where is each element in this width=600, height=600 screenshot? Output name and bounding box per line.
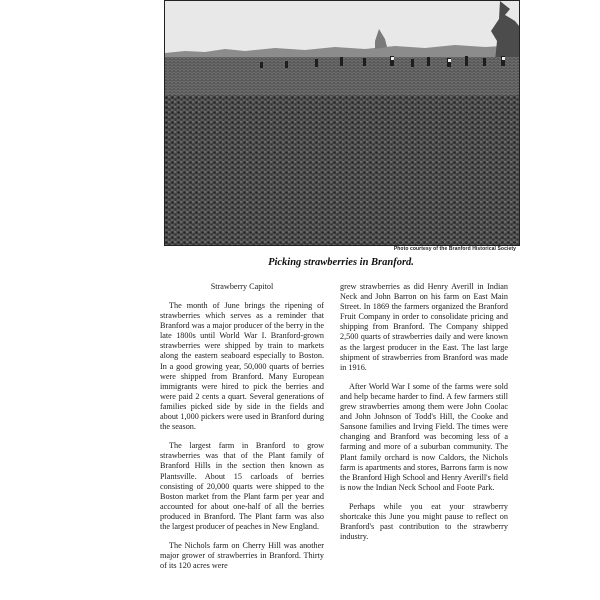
paragraph: After World War I some of the farms were sold and help became harder to find. A few farmers still grew strawberries among them were John Coolac and John Johnson of Todd's Hill, the Cooke and Sansone families and Irving Field. The times were changing and Branford was becoming less of a farming and more of a suburban community. The Plant family orchard is now Caldors, the Nichols farm is apartments and stores, Barrons farm is now the Branford High School and Henry Averill's field is now the Indian Neck School and Foote Park. [340,381,508,492]
article-subhead: Strawberry Capitol [210,282,274,291]
paragraph: Perhaps while you eat your strawberry shortcake this June you might pause to reflect on Branford's past contribution to the strawberry industry. [340,501,508,542]
paragraph: The largest farm in Branford to grow strawberries was that of the Plant family of Branford Hills in the section then known as Plantsville. About 15 carloads of berries consisting of 20,000 quarts were shipped to the Boston market from the Plant farm per year and accounted for about one-half of all the berries produced in Branford. The Plant farm was also the largest producer of peaches in New England. [160,441,324,531]
article-left-column [160,282,324,580]
paragraph: grew strawberries as did Henry Averill in Indian Neck and John Barron on his farm on East Main Street. In 1869 the farmers organized the Branford Fruit Company in order to consolidate pricing and shipping from Branford. The Company shipped 2,500 quarts of strawberries daily and were known as the largest producer in the East. The last large shipment of strawberries from Branford was made in 1916. [340,282,508,372]
article-right-column [340,282,508,551]
field-photo-illustration [165,1,519,245]
paragraph: The month of June brings the ripening of strawberries which serves as a reminder that Branford was a major producer of the berry in the late 1800s until World War I. Branford-grown strawberries were shipped by train to markets along the eastern seaboard especially to Boston. In a good growing year, 50,000 quarts of berries were shipped from Branford. Many European immigrants were hired to pick the berries and were paid 2 cents a quart. Several generations of families picked side by side in the fields and about 1,000 pickers were used in Branford during the season. [160,301,324,432]
photo-caption: Picking strawberries in Branford. [268,257,414,268]
photo-credit: Photo courtesy of the Branford Historical Society [393,246,516,252]
strawberry-field-photo [164,0,520,246]
paragraph: The Nichols farm on Cherry Hill was another major grower of strawberries in Branford. Thirty of its 120 acres were [160,541,324,571]
